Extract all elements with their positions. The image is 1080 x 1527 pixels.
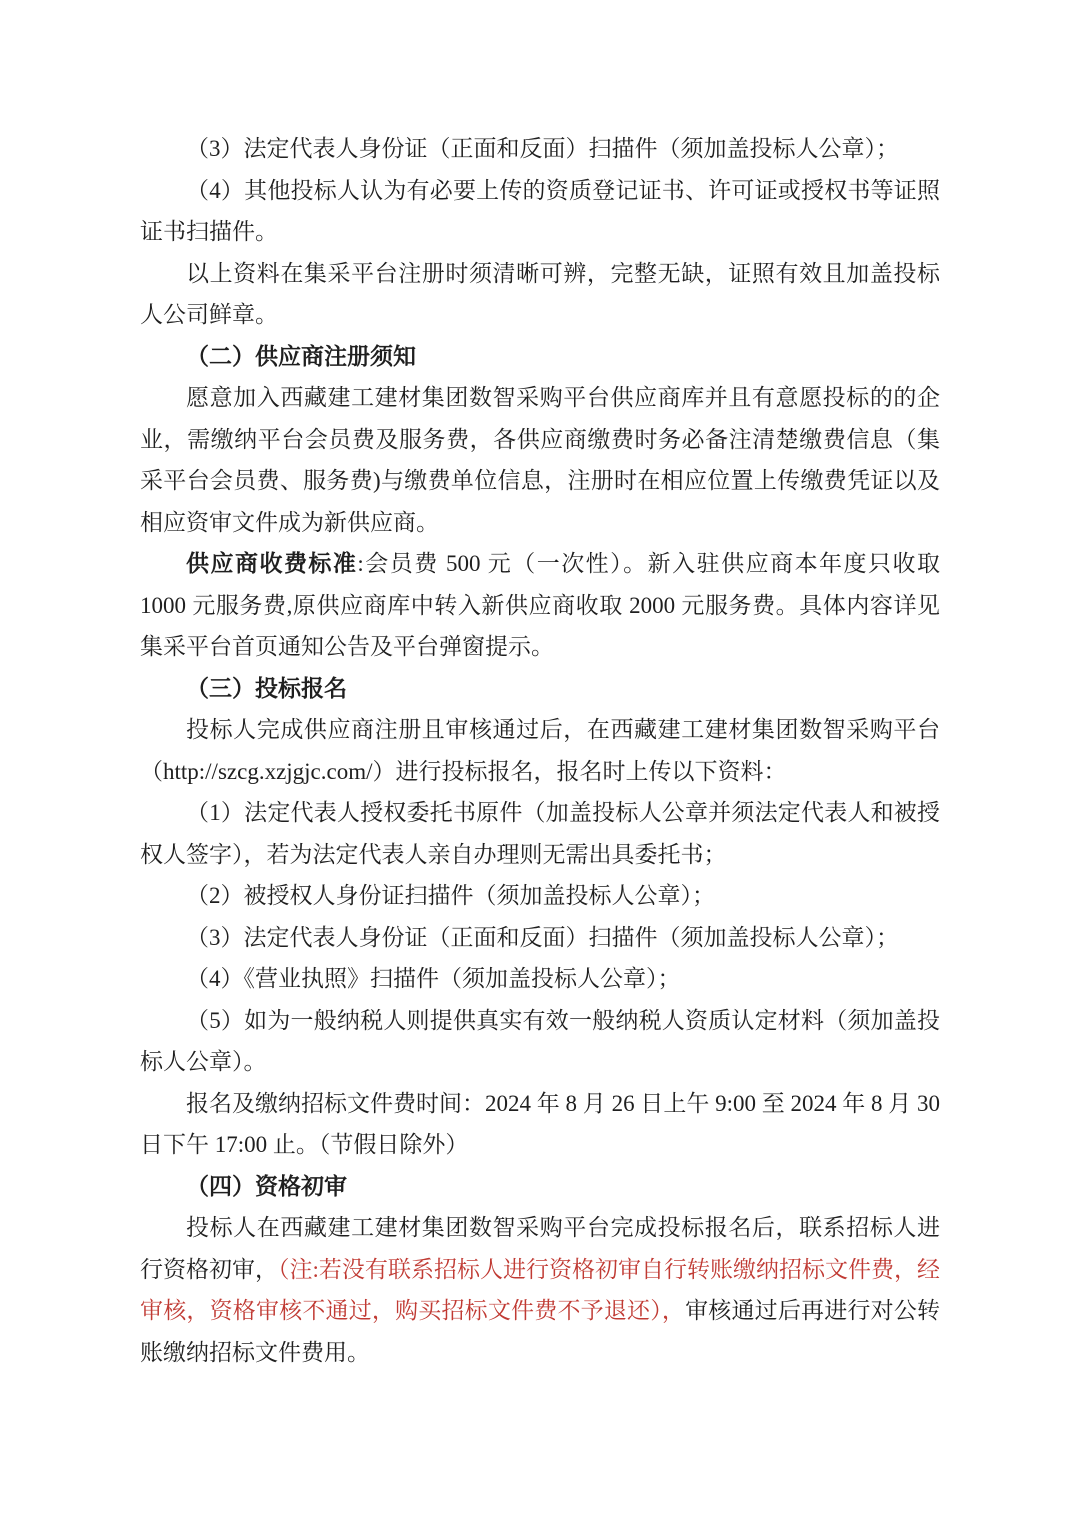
section-heading-bid-registration: （三）投标报名 (186, 675, 347, 701)
paragraph-prequalification (140, 1207, 940, 1373)
fee-standard-text: :会员费 500 元（一次性）。新入驻供应商本年度只收取 1000 元服务费,原供应商库中转入新供应商收取 2000 元服务费。具体内容详见集采平台首页通知公告及平台弹窗提示。 (140, 551, 941, 659)
prequalification-pre-text: 投标人在西藏建工建材集团数智采购平台完成投标报名后，联系招标人进行资格初审， (140, 1215, 940, 1282)
paragraph-materials-note: 以上资料在集采平台注册时须清晰可辨，完整无缺，证照有效且加盖投标人公司鲜章。 (140, 260, 940, 327)
paragraph-item4-business-license: （4）《营业执照》扫描件（须加盖投标人公章）； (186, 966, 681, 991)
section-heading-prequalification: （四）资格初审 (186, 1173, 347, 1199)
document-body (140, 128, 940, 1373)
paragraph-fee-standard (140, 543, 940, 668)
section-heading-supplier-registration: （二）供应商注册须知 (186, 343, 416, 369)
paragraph-item3-legal-rep-id: （3）法定代表人身份证（正面和反面）扫描件（须加盖投标人公章）； (186, 924, 899, 950)
paragraph-item5-taxpayer: （5）如为一般纳税人则提供真实有效一般纳税人资质认定材料（须加盖投标人公章）。 (140, 1007, 940, 1074)
paragraph-bid-registration-intro: 投标人完成供应商注册且审核通过后，在西藏建工建材集团数智采购平台（http://szcg.xzjgjc.com/）进行投标报名，报名时上传以下资料： (140, 717, 940, 784)
paragraph-registration-intro: 愿意加入西藏建工建材集团数智采购平台供应商库并且有意愿投标的的企业，需缴纳平台会员费及服务费，各供应商缴费时务必备注清楚缴费信息（集采平台会员费、服务费)与缴费单位信息，注册时在相应位置上传缴费凭证以及相应资审文件成为新供应商。 (140, 385, 940, 535)
paragraph-item3-id-scan: （3）法定代表人身份证（正面和反面）扫描件（须加盖投标人公章）； (186, 136, 899, 161)
paragraph-item4-other-certs: （4）其他投标人认为有必要上传的资质登记证书、许可证或授权书等证照证书扫描件。 (140, 177, 940, 244)
paragraph-deadline: 报名及缴纳招标文件费时间：2024 年 8 月 26 日上午 9:00 至 2024 年 8 月 30 日下午 17:00 止。（节假日除外） (140, 1090, 940, 1157)
paragraph-item2-authorized-id: （2）被授权人身份证扫描件（须加盖投标人公章）； (186, 883, 715, 908)
paragraph-item1-authorization: （1）法定代表人授权委托书原件（加盖投标人公章并须法定代表人和被授权人签字），若为法定代表人亲自办理则无需出具委托书； (140, 800, 940, 867)
prequalification-post-text: 审核通过后再进行对公转账缴纳招标文件费用。 (140, 1298, 941, 1365)
prequalification-red-note: （注:若没有联系招标人进行资格初审自行转账缴纳招标文件费，经审核，资格审核不通过，购买招标文件费不予退还）， (140, 1256, 941, 1323)
fee-standard-label: 供应商收费标准 (186, 551, 358, 576)
